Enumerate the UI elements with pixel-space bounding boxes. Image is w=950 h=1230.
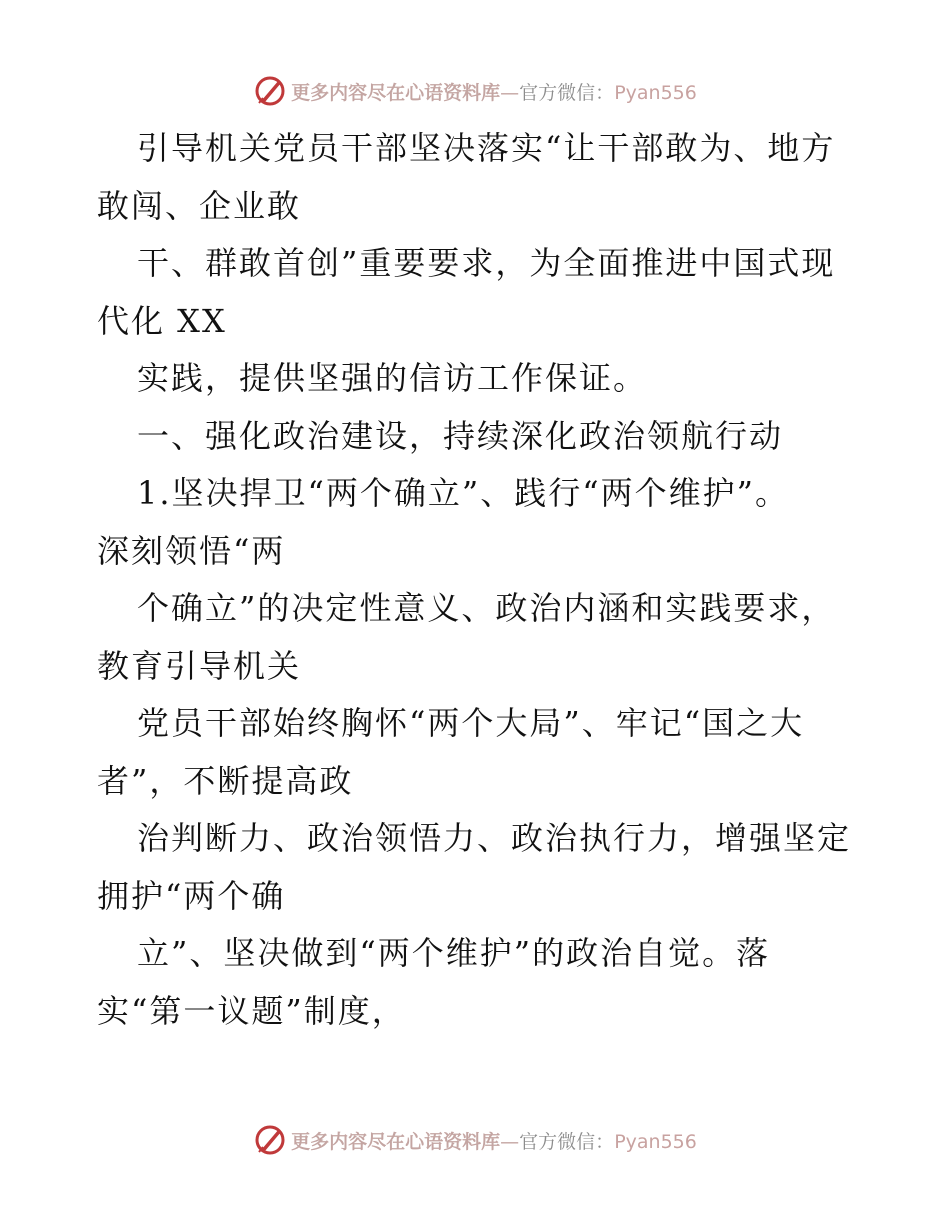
body-line: 深刻领悟“两 xyxy=(97,531,286,570)
watermark-label: 官方微信： xyxy=(519,81,615,104)
body-line: 干、群敢首创”重要要求，为全面推进中国式现 xyxy=(137,244,836,282)
footer-watermark xyxy=(0,1120,950,1160)
watermark-text xyxy=(291,78,697,105)
body-line: 立”、坚决做到“两个维护”的政治自觉。落 xyxy=(137,934,771,972)
body-line: 个确立”的决定性意义、政治内涵和实践要求， xyxy=(137,589,836,627)
quill-logo-icon xyxy=(253,74,287,108)
body-line: 治判断力、政治领悟力、政治执行力，增强坚定 xyxy=(137,819,852,857)
body-line: 敢闯、企业敢 xyxy=(97,186,302,225)
quill-logo-icon xyxy=(253,1123,287,1157)
header-watermark xyxy=(0,71,950,111)
watermark-id: Pyan556 xyxy=(614,1130,697,1153)
body-line: 党员干部始终胸怀“两个大局”、牢记“国之大 xyxy=(137,704,805,742)
document-body xyxy=(97,120,867,1040)
watermark-text xyxy=(291,1127,697,1154)
watermark-brand: 更多内容尽在心语资料库 xyxy=(291,1130,501,1153)
body-line: 1.坚决捍卫“两个确立”、践行“两个维护”。 xyxy=(137,474,789,512)
watermark-dash: — xyxy=(500,81,520,104)
watermark-id: Pyan556 xyxy=(614,81,697,104)
body-line: 引导机关党员干部坚决落实“让干部敢为、地方 xyxy=(137,129,836,167)
body-line: 教育引导机关 xyxy=(97,646,302,685)
watermark-brand: 更多内容尽在心语资料库 xyxy=(291,81,501,104)
watermark-label: 官方微信： xyxy=(519,1130,615,1153)
watermark-dash: — xyxy=(500,1130,520,1153)
body-line: 代化 XX xyxy=(97,301,227,340)
body-line: 实践，提供坚强的信访工作保证。 xyxy=(137,359,648,397)
body-line: 实“第一议题”制度， xyxy=(97,991,406,1030)
section-heading: 一、强化政治建设，持续深化政治领航行动 xyxy=(137,416,784,455)
body-line: 者”，不断提高政 xyxy=(97,761,354,800)
body-line: 拥护“两个确 xyxy=(97,876,286,915)
